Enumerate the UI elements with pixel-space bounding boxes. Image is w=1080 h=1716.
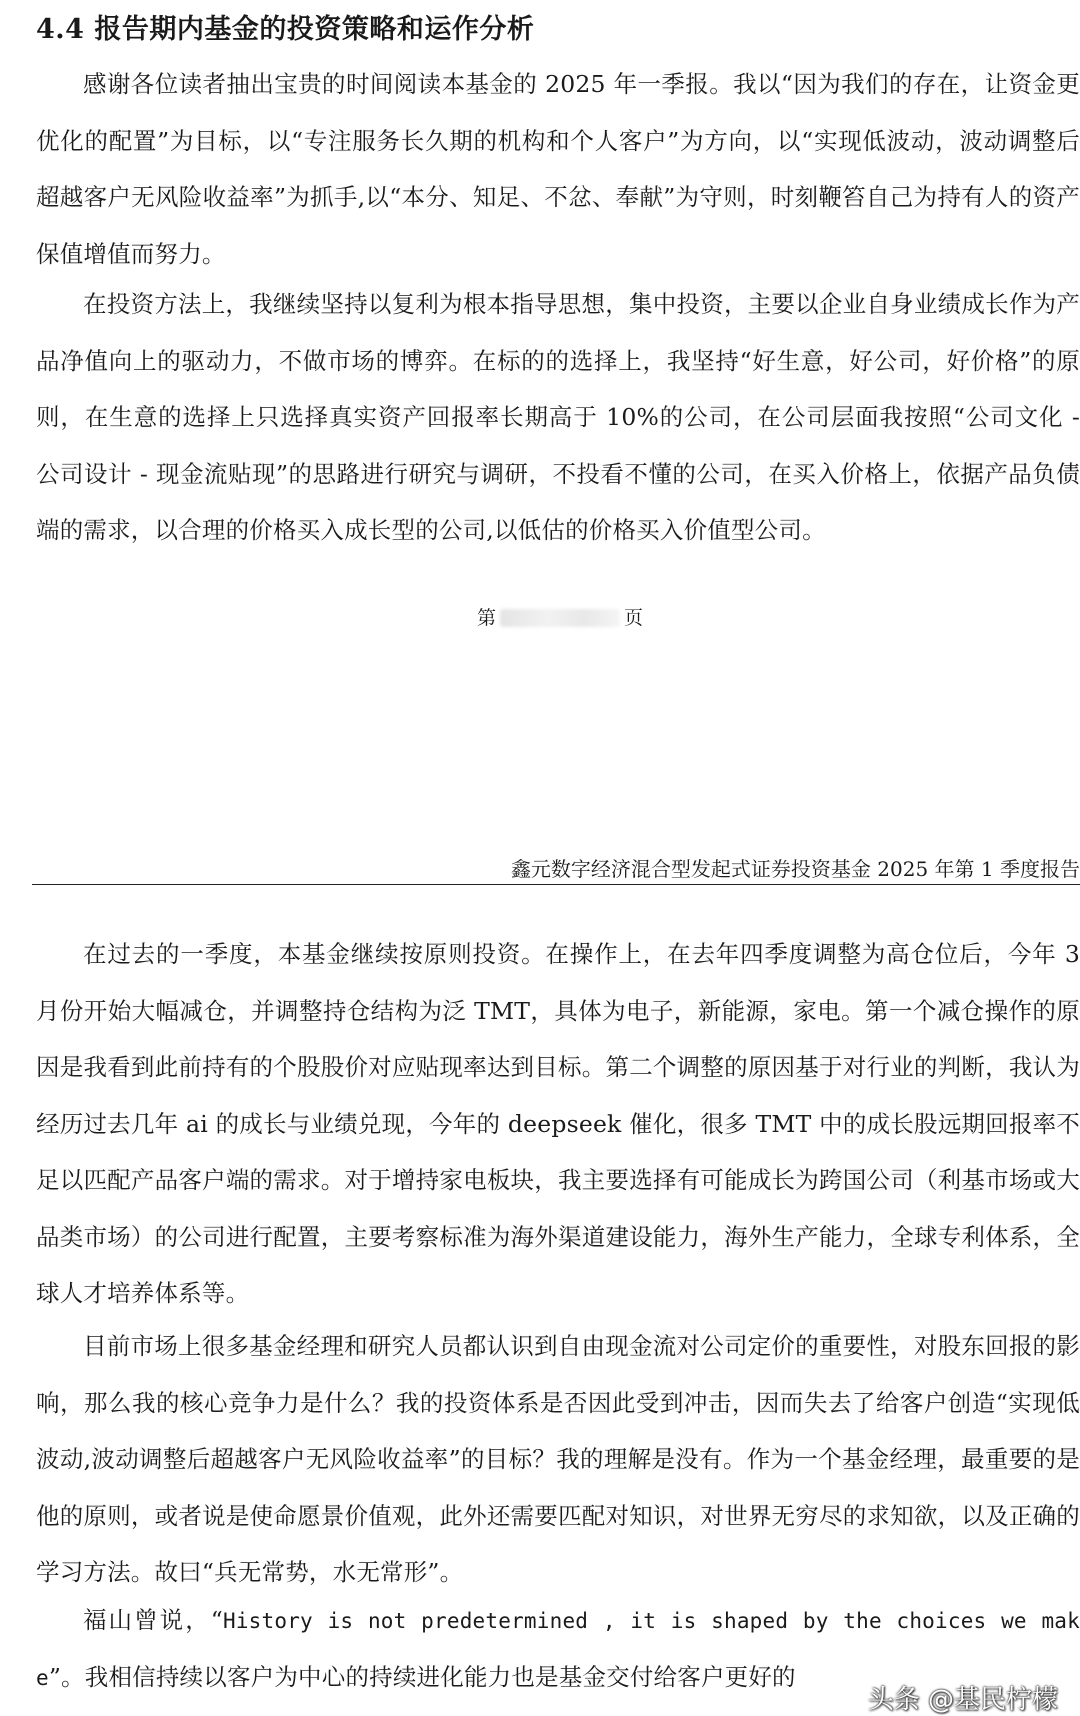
paragraph-core-competence: 目前市场上很多基金经理和研究人员都认识到自由现金流对公司定价的重要性，对股东回报的影响，那么我的核心竞争力是什么？我的投资体系是否因此受到冲击，因而失去了给客户创造“实现低波动,波动调整后超越客户无风险收益率”的目标？我的理解是没有。作为一个基金经理，最重要的是他的原则，或者说是使命愿景价值观，此外还需要匹配对知识，对世界无穷尽的求知欲，以及正确的学习方法。故曰“兵无常势，水无常形”。	[36, 1332, 1080, 1586]
english-quote: History is not predetermined , it is shaped by the choices we make	[36, 1609, 1080, 1690]
quote-tail: ”。我相信持续以客户为中心的持续进化能力也是基金交付给客户更好的	[48, 1663, 796, 1691]
paragraph-investment-method: 在投资方法上，我继续坚持以复利为根本指导思想，集中投资，主要以企业自身业绩成长作为产品净值向上的驱动力，不做市场的博弈。在标的的选择上，我坚持“好生意，好公司，好价格”的原则，在生意的选择上只选择真实资产回报率长期高于 10%的公司，在公司层面我按照“公司文化 - 公司设计 - 现金流贴现”的思路进行研究与调研，不投看不懂的公司，在买入价格上，依据产品负债端的需求，以合理的价格买入成长型的公司,以低估的价格买入价值型公司。	[36, 290, 1080, 544]
redacted-page-number-blur	[500, 609, 620, 627]
header-divider	[32, 884, 1080, 885]
section-heading: 4.4 报告期内基金的投资策略和运作分析	[36, 14, 535, 45]
paragraph-quarterly-letter-intro: 感谢各位读者抽出宝贵的时间阅读本基金的 2025 年一季报。我以“因为我们的存在，让资金更优化的配置”为目标，以“专注服务长久期的机构和个人客户”为方向，以“实现低波动，波动调整后超越客户无风险收益率”为抓手,以“本分、知足、不忿、奉献”为守则，时刻鞭笞自己为持有人的资产保值增值而努力。	[36, 70, 1080, 268]
page-number-suffix: 页	[624, 607, 644, 629]
running-header: 鑫元数字经济混合型发起式证券投资基金 2025 年第 1 季度报告	[510, 857, 1080, 881]
quote-lead: 福山曾说，“	[83, 1606, 223, 1634]
page-number	[477, 604, 643, 632]
watermark: 头条 @基民柠檬	[867, 1685, 1058, 1715]
paragraph-quarter-operations: 在过去的一季度，本基金继续按原则投资。在操作上，在去年四季度调整为高仓位后，今年 3 月份开始大幅减仓，并调整持仓结构为泛 TMT，具体为电子，新能源，家电。第一个减仓操作的原因是我看到此前持有的个股股价对应贴现率达到目标。第二个调整的原因基于对行业的判断，我认为经历过去几年 ai 的成长与业绩兑现，今年的 deepseek 催化，很多 TMT 中的成长股远期回报率不足以匹配产品客户端的需求。对于增持家电板块，我主要选择有可能成长为跨国公司（利基市场或大品类市场）的公司进行配置，主要考察标准为海外渠道建设能力，海外生产能力，全球专利体系，全球人才培养体系等。	[36, 940, 1080, 1307]
page-number-prefix: 第	[477, 607, 497, 629]
